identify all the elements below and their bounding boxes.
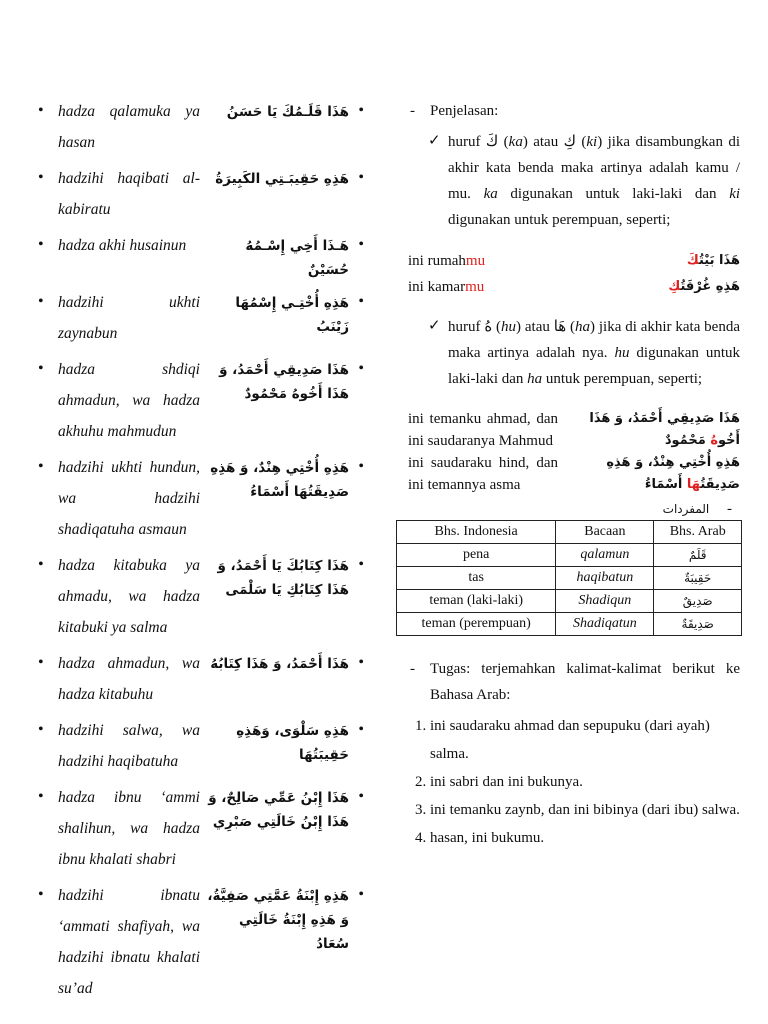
- bullet-icon: •: [358, 102, 364, 119]
- list-item: [34, 719, 364, 777]
- suffix-highlight: mu: [465, 253, 486, 269]
- table-row: [397, 544, 742, 567]
- text: ) atau: [522, 134, 564, 150]
- example-arabic: [687, 249, 740, 273]
- arabic-text: هَـذَا أَخِي إِسْـمُهُ حُسَيْنٌ: [245, 238, 349, 278]
- term-hu: hu: [501, 319, 517, 335]
- text: هَذَا بَيْتُ: [699, 253, 740, 268]
- latin-text: hadzihi haqibati al-kabiratu: [58, 170, 200, 218]
- bullet-icon: •: [38, 236, 44, 253]
- arabic-text: هَذِهِ حَقِيبَـتِي الكَبِيرَةُ: [215, 171, 349, 187]
- text: huruf: [448, 134, 486, 150]
- latin-text: hadza ahmadun, wa hadza kitabuhu: [58, 655, 200, 703]
- bullet-icon: •: [38, 654, 44, 671]
- bullet-icon: •: [38, 169, 44, 186]
- arabic-ha: هَا: [553, 317, 567, 335]
- right-column: [410, 100, 740, 852]
- text: أَسْمَاءُ: [644, 477, 687, 492]
- check-icon: ✓: [428, 133, 441, 149]
- arabic-text: هَذَا صَدِيقِي أَحْمَدُ، وَ هَذَا أَخُوهُ مَحْمُودٌ: [219, 362, 349, 402]
- example-row: [408, 275, 740, 299]
- text: digunakan untuk laki-laki dan: [497, 186, 730, 202]
- list-item: [34, 358, 364, 447]
- text: ) jika di akhir kata benda maka artinya adalah nya.: [448, 319, 741, 361]
- example-latin: ini saudaraku hind, dan ini temannya asma: [408, 455, 558, 493]
- latin-text: hadzihi ukhti zaynabun: [58, 294, 200, 342]
- term-ha: ha: [575, 319, 591, 335]
- list-item: [34, 884, 364, 1004]
- latin-text: hadza kitabuka ya ahmadu, wa hadza kitabuki ya salma: [58, 557, 200, 636]
- bullet-icon: •: [358, 654, 364, 671]
- table-cell: teman (perempuan): [397, 613, 556, 636]
- term-ki: ki: [586, 134, 598, 150]
- text: هَذِهِ غُرْفَتُ: [680, 279, 740, 294]
- bullet-icon: •: [358, 169, 364, 186]
- arabic-text: هَذِهِ سَلْوَى، وَهَذِهِ حَقِيبَتُهَا: [236, 723, 349, 763]
- arabic-ha: هُ: [484, 317, 493, 335]
- text: huruf: [448, 319, 485, 335]
- table-cell: haqibatun: [556, 567, 654, 590]
- term-ha: ha: [527, 371, 543, 387]
- suffix-highlight: كَ: [686, 253, 699, 268]
- arabic-text: هَذِهِ أُخْتِـي إِسْمُهَا زَيْنَبُ: [235, 295, 349, 335]
- bullet-icon: •: [38, 788, 44, 805]
- bullet-icon: •: [358, 360, 364, 377]
- bullet-icon: •: [38, 102, 44, 119]
- text: digunakan untuk perempuan, seperti;: [448, 212, 671, 228]
- left-column: [34, 100, 364, 1013]
- arabic-text: هَذِهِ إِبْنَةُ عَمَّتِي صَفِيَّةُ، وَ هَذِهِ إِبْنَةُ خَالَتِي سُعَادُ: [207, 888, 349, 952]
- dash-icon: -: [410, 661, 415, 677]
- bullet-icon: •: [38, 293, 44, 310]
- table-cell: qalamun: [556, 544, 654, 567]
- list-item: [34, 554, 364, 643]
- text: (: [498, 134, 509, 150]
- table-cell: teman (laki-laki): [397, 590, 556, 613]
- table-row: [397, 567, 742, 590]
- mufradat-heading: [410, 498, 740, 520]
- example-row: [408, 452, 740, 496]
- text: (: [575, 134, 587, 150]
- latin-text: hadza shdiqi ahmadun, wa hadza akhuhu mahmudun: [58, 361, 200, 440]
- example-arabic: [668, 275, 740, 299]
- tugas-section: [410, 656, 740, 852]
- rule-hu-ha: [410, 313, 740, 392]
- arabic-text: هَذَا أَحْمَدُ، وَ هَذَا كِتَابُهُ: [210, 656, 349, 672]
- list-item: [34, 291, 364, 349]
- arabic-text: هَذَا إِبْنُ عَمِّي صَالِحٌ، وَ هَذَا إِبْنُ خَالَتِي صَبْرِي: [208, 790, 349, 830]
- table-cell: حَقِيبَةٌ: [654, 567, 742, 590]
- table-header-row: [397, 521, 742, 544]
- example-row: [408, 408, 740, 452]
- text: ini kamar: [408, 279, 466, 295]
- bullet-icon: •: [358, 293, 364, 310]
- term-ka: ka: [483, 186, 498, 202]
- list-item: [34, 100, 364, 158]
- example-row: [408, 249, 740, 273]
- latin-text: hadza qalamuka ya hasan: [58, 103, 200, 151]
- arabic-kaf: كِ: [563, 132, 576, 150]
- list-item: [34, 167, 364, 225]
- table-row: [397, 590, 742, 613]
- latin-text: hadzihi ibnatu ‘ammati shafiyah, wa hadzihi ibnatu khalati su’ad: [58, 887, 200, 997]
- bullet-icon: •: [38, 360, 44, 377]
- bullet-icon: •: [358, 236, 364, 253]
- mufradat-label: المفردات: [662, 502, 710, 516]
- rule-ka-ki: [410, 128, 740, 233]
- arabic-kaf: كَ: [485, 132, 499, 150]
- text: untuk perempuan, seperti;: [542, 371, 703, 387]
- arabic-text: هَذِهِ أُخْتِي هِنْدٌ، وَ هَذِهِ صَدِيقَتُهَا أَسْمَاءُ: [210, 460, 349, 500]
- arabic-text: هَذَا قَلَـمُكَ يَا حَسَنُ: [226, 104, 349, 120]
- text: هَذِهِ أُخْتِي هِنْدٌ، وَ هَذِهِ صَدِيقَتُ: [606, 455, 740, 492]
- tugas-instruction: Tugas: terjemahkan kalimat-kalimat berikut ke Bahasa Arab:: [430, 661, 740, 703]
- column-header: Bacaan: [556, 521, 654, 544]
- latin-text: hadzihi salwa, wa hadzihi haqibatuha: [58, 722, 200, 770]
- text: digunakan untuk laki-laki dan: [448, 345, 740, 387]
- text: مَحْمُودٌ: [664, 433, 711, 448]
- penjelasan-heading: [410, 100, 740, 122]
- text: (: [566, 319, 576, 335]
- bullet-icon: •: [358, 721, 364, 738]
- latin-text: hadza akhi husainun: [58, 237, 187, 254]
- bullet-icon: •: [38, 721, 44, 738]
- dash-icon: -: [410, 103, 415, 119]
- dash-icon: -: [727, 501, 732, 517]
- bullet-icon: •: [358, 458, 364, 475]
- table-cell: صَدِيقٌ: [654, 590, 742, 613]
- example-arabic: [580, 408, 740, 452]
- penjelasan-label: Penjelasan:: [430, 103, 499, 119]
- example-latin: ini temanku ahmad, dan ini saudaranya Mahmud: [408, 411, 558, 449]
- bullet-icon: •: [38, 556, 44, 573]
- column-header: Bhs. Arab: [654, 521, 742, 544]
- vocab-table: [396, 520, 742, 636]
- text: هَذَا صَدِيقِي أَحْمَدُ، وَ هَذَا أَخُو: [589, 411, 740, 448]
- term-ki: ki: [729, 186, 741, 202]
- example-latin: [408, 275, 484, 299]
- table-cell: tas: [397, 567, 556, 590]
- text: (: [492, 319, 502, 335]
- example-latin: [408, 249, 485, 273]
- table-cell: pena: [397, 544, 556, 567]
- text: ini rumah: [408, 253, 466, 269]
- arabic-text: هَذَا كِتَابُكَ يَا أَحْمَدُ، وَ هَذَا كِتَابُكِ يَا سَلْمَى: [217, 558, 349, 598]
- suffix-highlight: كِ: [668, 279, 681, 294]
- list-item: [34, 786, 364, 875]
- table-cell: Shadiqun: [556, 590, 654, 613]
- column-header: Bhs. Indonesia: [397, 521, 556, 544]
- list-item: 2. ini sabri dan ini bukunya.: [430, 768, 740, 796]
- latin-text: hadzihi ukhti hundun, wa hadzihi shadiqatuha asmaun: [58, 459, 200, 538]
- check-icon: ✓: [428, 318, 441, 334]
- list-item: [34, 456, 364, 545]
- table-cell: صَدِيقَةٌ: [654, 613, 742, 636]
- list-item: 1. ini saudaraku ahmad dan sepupuku (dari ayah) salma.: [430, 712, 740, 768]
- table-cell: Shadiqatun: [556, 613, 654, 636]
- list-item: [34, 234, 364, 282]
- bullet-icon: •: [38, 886, 44, 903]
- table-cell: قَلَمٌ: [654, 544, 742, 567]
- list-item: 4. hasan, ini bukumu.: [430, 824, 740, 852]
- bullet-icon: •: [358, 788, 364, 805]
- task-list: [410, 712, 740, 852]
- table-row: [397, 613, 742, 636]
- list-item: [34, 652, 364, 710]
- suffix-highlight: هَا: [686, 477, 701, 492]
- text: ) jika disambungkan di akhir kata benda maka artinya adalah kamu / mu.: [448, 134, 740, 202]
- bullet-icon: •: [358, 556, 364, 573]
- bullet-icon: •: [358, 886, 364, 903]
- latin-text: hadza ibnu ‘ammi shalihun, wa hadza ibnu khalati shabri: [58, 789, 200, 868]
- term-hu: hu: [614, 345, 630, 361]
- suffix-highlight: هُ: [710, 433, 719, 448]
- term-ka: ka: [508, 134, 523, 150]
- list-item: 3. ini temanku zaynb, dan ini bibinya (dari ibu) salwa.: [430, 796, 740, 824]
- suffix-highlight: mu: [465, 279, 485, 295]
- bullet-icon: •: [38, 458, 44, 475]
- example-arabic: [580, 452, 740, 496]
- text: ) atau: [516, 319, 554, 335]
